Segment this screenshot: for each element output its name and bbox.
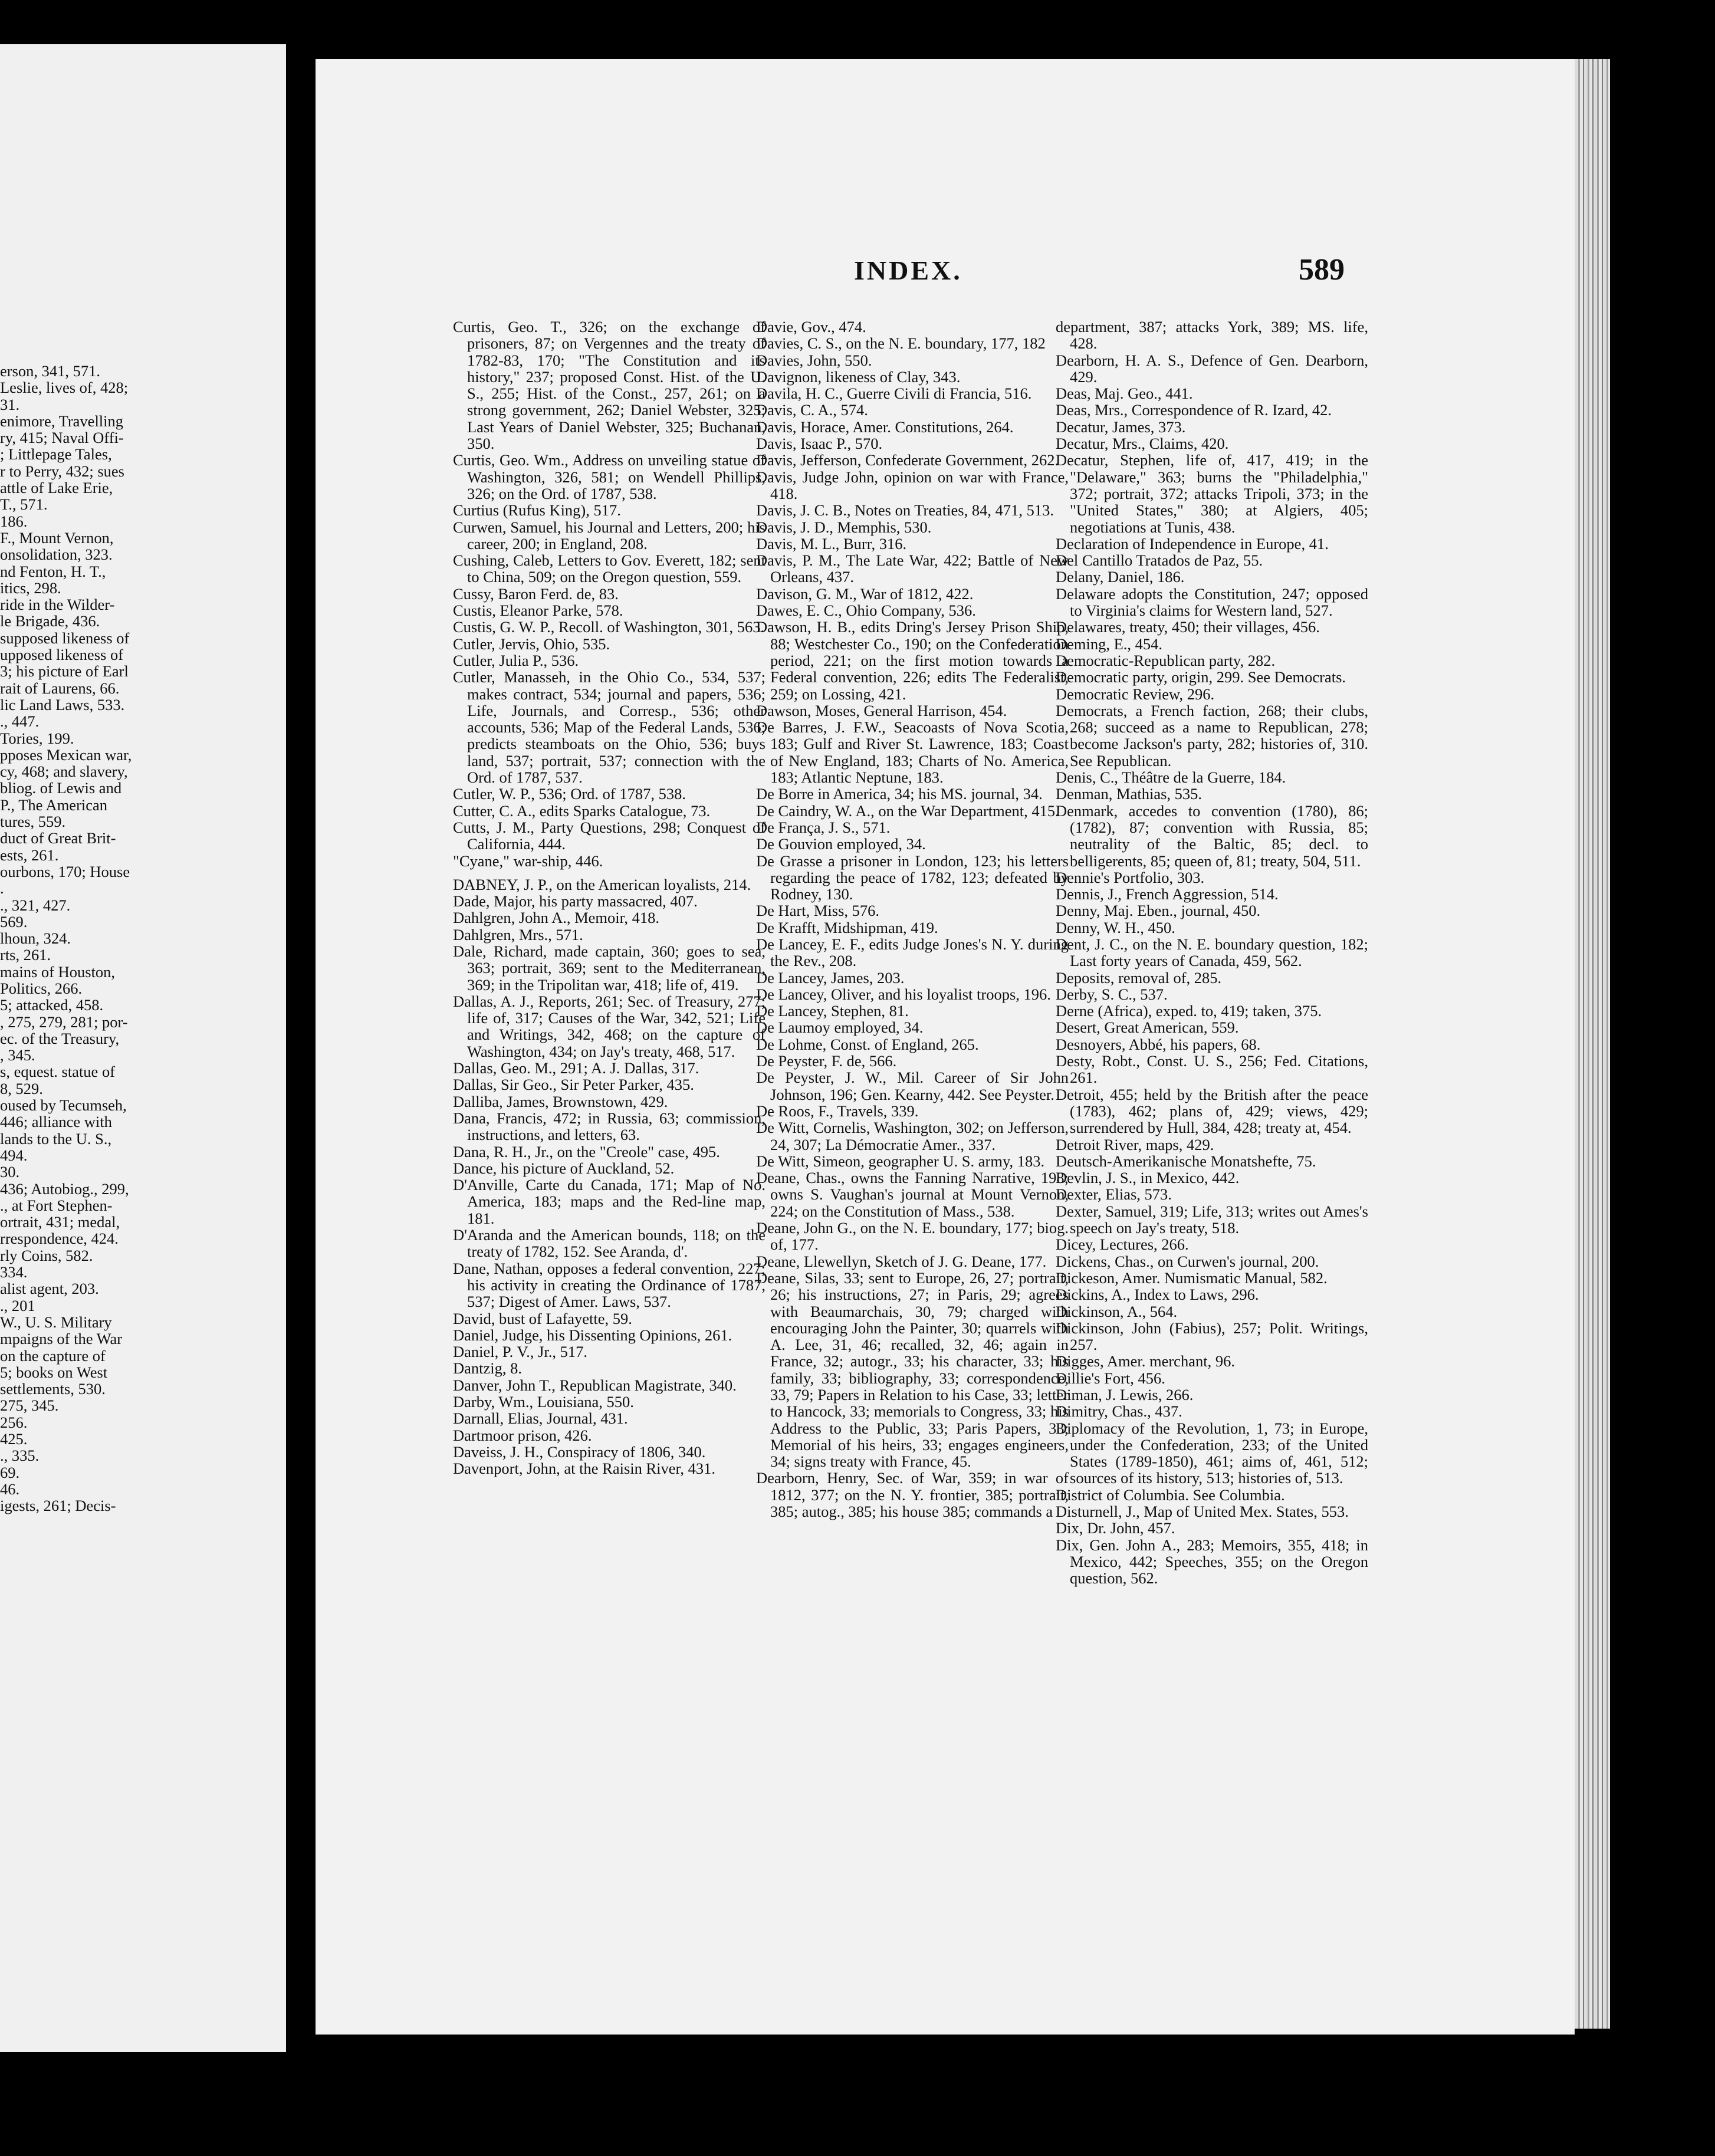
index-entry: Daniel, Judge, his Dissenting Opinions, 261. (453, 1326, 732, 1344)
facing-page-line: mpaigns of the War (0, 1330, 123, 1348)
index-entry: Dalliba, James, Brownstown, 429. (453, 1092, 668, 1110)
index-entry: Curtis, Geo. Wm., Address on unveiling statue of Washington, 326, 581; on Wendell Phillips, 326; on the Ord. of 1787, 538. (453, 451, 765, 502)
index-entry: Dickins, A., Index to Laws, 296. (1056, 1286, 1259, 1304)
facing-page-line: attle of Lake Erie, (0, 479, 113, 497)
facing-page-line: on the capture of (0, 1346, 106, 1365)
facing-page-line: nd Fenton, H. T., (0, 562, 106, 580)
index-entry: Danver, John T., Republican Magistrate, 340. (453, 1376, 737, 1394)
index-column-1 (453, 318, 765, 1477)
index-entry: De Lancey, E. F., edits Judge Jones's N. Y. during the Rev., 208. (756, 935, 1069, 970)
index-entry: De Caindry, W. A., on the War Department, 415. (756, 801, 1059, 820)
index-entry: Dillie's Fort, 456. (1056, 1369, 1165, 1387)
index-entry: Dallas, Sir Geo., Sir Peter Parker, 435. (453, 1076, 694, 1094)
index-column-2 (756, 318, 1069, 1520)
index-entry: Dallas, Geo. M., 291; A. J. Dallas, 317. (453, 1059, 699, 1077)
index-entry: Davies, C. S., on the N. E. boundary, 177, 182 (756, 334, 1046, 353)
index-entry: Cutler, Manasseh, in the Ohio Co., 534, 537; makes contract, 534; journal and papers, 536; Life, Journals, and Corresp., 536; other accounts, 536; Map of the Federal Lands, 536; predicts steamboats on the Ohio, 536; buys land, 537; portrait, 537; connection with the Ord. of 1787, 537. (453, 668, 765, 787)
index-entry: Davis, Horace, Amer. Constitutions, 264. (756, 418, 1014, 436)
index-entry: Cutler, W. P., 536; Ord. of 1787, 538. (453, 785, 686, 803)
facing-page-line: enimore, Travelling (0, 412, 124, 430)
index-entry: Dexter, Samuel, 319; Life, 313; writes out Ames's speech on Jay's treaty, 518. (1056, 1202, 1368, 1237)
index-entry: Dahlgren, Mrs., 571. (453, 925, 583, 944)
index-entry: Dana, Francis, 472; in Russia, 63; commission, instructions, and letters, 63. (453, 1109, 765, 1144)
index-entry: De Borre in America, 34; his MS. journal, 34. (756, 785, 1043, 803)
index-entry: Denny, Maj. Eben., journal, 450. (1056, 902, 1261, 920)
index-entry: DABNEY, J. P., on the American loyalists, 214. (453, 875, 751, 893)
index-entry: Deposits, removal of, 285. (1056, 968, 1222, 987)
facing-page-line: 5; attacked, 458. (0, 996, 104, 1014)
page-edges (1575, 59, 1610, 2029)
index-entry: De Peyster, F. de, 566. (756, 1052, 897, 1070)
index-entry: Derne (Africa), exped. to, 419; taken, 375. (1056, 1002, 1322, 1020)
facing-page-line: 186. (0, 512, 28, 530)
index-entry: Cushing, Caleb, Letters to Gov. Everett, 182; sent to China, 509; on the Oregon question, 559. (453, 551, 765, 586)
facing-page-line: cy, 468; and slavery, (0, 763, 128, 781)
facing-page-line: tures, 559. (0, 813, 66, 831)
index-entry: De Roos, F., Travels, 339. (756, 1102, 919, 1120)
index-entry: Dearborn, H. A. S., Defence of Gen. Dearborn, 429. (1056, 351, 1368, 386)
index-entry: Democratic Review, 296. (1056, 685, 1215, 703)
index-entry: Deas, Mrs., Correspondence of R. Izard, 42. (1056, 401, 1332, 419)
facing-page-line: ry, 415; Naval Offi- (0, 429, 124, 447)
facing-page-line: rts, 261. (0, 946, 51, 964)
index-entry: department, 387; attacks York, 389; MS. life, 428. (1056, 318, 1368, 353)
index-entry: Custis, G. W. P., Recoll. of Washington, 301, 563. (453, 618, 765, 636)
index-entry: Davies, John, 550. (756, 351, 872, 369)
index-entry: Davison, G. M., War of 1812, 422. (756, 584, 974, 603)
index-entry: Dawson, Moses, General Harrison, 454. (756, 701, 1007, 719)
facing-page-line: erson, 341, 571. (0, 362, 101, 380)
index-entry: Daveiss, J. H., Conspiracy of 1806, 340. (453, 1442, 706, 1461)
index-entry: Del Cantillo Tratados de Paz, 55. (1056, 551, 1263, 570)
facing-page-line: Leslie, lives of, 428; (0, 379, 129, 397)
facing-page-line: ests, 261. (0, 846, 59, 864)
index-entry: De Witt, Simeon, geographer U. S. army, 183. (756, 1152, 1045, 1170)
index-entry: Deane, Silas, 33; sent to Europe, 26, 27; portrait, 26; his instructions, 27; in Paris, 29; agrees with Beaumarchais, 30, 79; charged with encouraging John the Painter, 30; quarrels with A. Lee, 31, 46; recalled, 32, 46; again in France, 32; autogr., 33; his character, 33; his family, 33; bibliography, 33; correspondence, 33, 79; Papers in Relation to his Case, 33; letter to Hancock, 33; memorials to Congress, 33; his Address to the Public, 33; Paris Papers, 33; Memorial of his heirs, 33; engages engineers, 34; signs treaty with France, 45. (756, 1268, 1069, 1471)
facing-page-line: ., 335. (0, 1447, 40, 1465)
facing-page-line: ., 201 (0, 1296, 35, 1314)
index-entry: De Krafft, Midshipman, 419. (756, 918, 938, 936)
index-entry: Dickinson, John (Fabius), 257; Polit. Writings, 257. (1056, 1319, 1368, 1354)
facing-page-line: upposed likeness of (0, 646, 124, 664)
index-entry: De Laumoy employed, 34. (756, 1018, 924, 1037)
index-entry: Davignon, likeness of Clay, 343. (756, 367, 961, 386)
facing-page-line: ., at Fort Stephen- (0, 1196, 113, 1214)
index-entry: Devlin, J. S., in Mexico, 442. (1056, 1169, 1240, 1187)
facing-page-line: W., U. S. Military (0, 1313, 112, 1331)
facing-page-line: ., 321, 427. (0, 896, 71, 914)
index-entry: Dent, J. C., on the N. E. boundary question, 182; Last forty years of Canada, 459, 562. (1056, 935, 1368, 970)
facing-page-line: 334. (0, 1263, 28, 1281)
index-entry: Davis, Judge John, opinion on war with France, 418. (756, 468, 1069, 502)
index-entry: De Lancey, Stephen, 81. (756, 1002, 909, 1020)
index-entry: Daniel, P. V., Jr., 517. (453, 1343, 587, 1361)
index-entry: Denis, C., Théâtre de la Guerre, 184. (1056, 768, 1286, 787)
facing-page-line: duct of Great Brit- (0, 829, 116, 847)
index-entry: Denman, Mathias, 535. (1056, 785, 1203, 803)
index-entry: Decatur, James, 373. (1056, 418, 1186, 436)
facing-page-line: pposes Mexican war, (0, 745, 132, 764)
facing-page-line: 494. (0, 1146, 28, 1164)
index-entry: Deming, E., 454. (1056, 635, 1163, 653)
index-entry: Cutter, C. A., edits Sparks Catalogue, 73. (453, 801, 711, 820)
facing-page-line: mains of Houston, (0, 962, 116, 981)
index-entry: Darby, Wm., Louisiana, 550. (453, 1393, 634, 1411)
facing-page (0, 44, 286, 2052)
facing-page-line: , 275, 279, 281; por- (0, 1013, 128, 1031)
index-entry: Desert, Great American, 559. (1056, 1018, 1239, 1037)
index-entry: Dimitry, Chas., 437. (1056, 1402, 1182, 1421)
index-entry: Declaration of Independence in Europe, 41. (1056, 534, 1329, 553)
facing-page-line: settlements, 530. (0, 1380, 106, 1398)
facing-page-line: 30. (0, 1163, 20, 1181)
index-entry: Darnall, Elias, Journal, 431. (453, 1409, 628, 1428)
index-entry: Dartmoor prison, 426. (453, 1426, 592, 1444)
index-entry: Derby, S. C., 537. (1056, 985, 1168, 1003)
index-entry: De Lancey, James, 203. (756, 968, 905, 987)
index-entry: Democratic party, origin, 299. See Democrats. (1056, 668, 1346, 686)
index-entry: Dicey, Lectures, 266. (1056, 1235, 1189, 1254)
facing-page-line: 46. (0, 1480, 20, 1498)
index-entry: Dexter, Elias, 573. (1056, 1185, 1172, 1204)
facing-page-line: lhoun, 324. (0, 929, 71, 948)
facing-page-line: 69. (0, 1463, 20, 1481)
index-entry: Curtius (Rufus King), 517. (453, 501, 621, 520)
facing-page-line: 31. (0, 395, 20, 413)
index-entry: District of Columbia. See Columbia. (1056, 1485, 1285, 1504)
index-entry: Dix, Dr. John, 457. (1056, 1519, 1175, 1537)
facing-page-line: 8, 529. (0, 1079, 43, 1097)
index-entry: Delany, Daniel, 186. (1056, 568, 1185, 586)
index-entry: Democratic-Republican party, 282. (1056, 651, 1276, 669)
index-entry: Dade, Major, his party massacred, 407. (453, 892, 698, 911)
index-entry: Dallas, A. J., Reports, 261; Sec. of Treasury, 277; life of, 317; Causes of the War, 342, 521; Life and Writings, 342, 468; on the capture of Washington, 434; on Jay's treaty, 468, 517. (453, 992, 765, 1060)
index-entry: De Lancey, Oliver, and his loyalist troops, 196. (756, 985, 1051, 1003)
index-entry: Davis, C. A., 574. (756, 401, 868, 419)
index-entry: Delaware adopts the Constitution, 247; opposed to Virginia's claims for Western land, 527. (1056, 584, 1368, 620)
index-entry: Davis, M. L., Burr, 316. (756, 534, 907, 553)
facing-page-line: s, equest. statue of (0, 1063, 116, 1081)
index-entry: Dana, R. H., Jr., on the "Creole" case, 495. (453, 1142, 720, 1161)
index-entry: Dennie's Portfolio, 303. (1056, 868, 1205, 886)
index-entry: Deane, Chas., owns the Fanning Narrative, 198; owns S. Vaughan's journal at Mount Vernon, 224; on the Constitution of Mass., 538. (756, 1169, 1069, 1220)
index-entry: Custis, Eleanor Parke, 578. (453, 602, 623, 620)
index-entry: Curtis, Geo. T., 326; on the exchange of prisoners, 87; on Vergennes and the treaty of 1782-83, 170; "The Constitution and its history," 237; proposed Const. Hist. of the U. S., 255; Hist. of the Const., 257, 261; on a strong government, 262; Daniel Webster, 325; Last Years of Daniel Webster, 325; Buchanan, 350. (453, 318, 765, 453)
facing-page-line: r to Perry, 432; sues (0, 462, 124, 480)
index-entry: De França, J. S., 571. (756, 818, 891, 836)
facing-page-line: . (0, 879, 4, 898)
index-entry: Decatur, Mrs., Claims, 420. (1056, 435, 1229, 453)
index-entry: Detroit, 455; held by the British after the peace (1783), 462; plans of, 429; views, 429; surrendered by Hull, 384, 428; treaty at, 454. (1056, 1085, 1368, 1137)
index-entry: Democrats, a French faction, 268; their clubs, 268; succeed as a name to Republican, 278; become Jackson's party, 282; histories of, 310. See Republican. (1056, 701, 1368, 770)
index-entry: De Witt, Cornelis, Washington, 302; on Jefferson, 24, 307; La Démocratie Amer., 337. (756, 1119, 1069, 1153)
index-entry: Dickeson, Amer. Numismatic Manual, 582. (1056, 1268, 1328, 1287)
index-entry: Desty, Robt., Const. U. S., 256; Fed. Citations, 261. (1056, 1052, 1368, 1087)
index-entry: Deane, Llewellyn, Sketch of J. G. Deane, 177. (756, 1252, 1047, 1270)
index-entry: Dearborn, Henry, Sec. of War, 359; in war of 1812, 377; on the N. Y. frontier, 385; portrait, 385; autog., 385; his house 385; commands a (756, 1469, 1069, 1521)
index-entry: Decatur, Stephen, life of, 417, 419; in the "Delaware," 363; burns the "Philadelphia," 372; portrait, 372; attacks Tripoli, 373; in the "United States," 380; at Algiers, 405; negotiations at Tunis, 438. (1056, 451, 1368, 536)
index-entry: D'Aranda and the American bounds, 118; on the treaty of 1782, 152. See Aranda, d'. (453, 1226, 765, 1261)
facing-page-line: 425. (0, 1430, 28, 1448)
index-entry: Dane, Nathan, opposes a federal convention, 227; his activity in creating the Ordinance of 1787, 537; Digest of Amer. Laws, 537. (453, 1259, 765, 1311)
facing-page-line: 275, 345. (0, 1396, 59, 1415)
facing-page-line: ride in the Wilder- (0, 596, 115, 614)
facing-page-line: F., Mount Vernon, (0, 528, 114, 547)
index-entry: Davis, J. D., Memphis, 530. (756, 518, 932, 536)
index-entry: Davenport, John, at the Raisin River, 431. (453, 1460, 715, 1478)
facing-page-line: onsolidation, 323. (0, 545, 113, 564)
index-entry: Davis, J. C. B., Notes on Treaties, 84, 471, 513. (756, 501, 1054, 520)
index-entry: Deas, Maj. Geo., 441. (1056, 384, 1193, 403)
facing-page-line: ., 447. (0, 712, 40, 731)
facing-page-line: ortrait, 431; medal, (0, 1213, 120, 1231)
facing-page-line: lands to the U. S., (0, 1129, 112, 1148)
facing-page-line: 256. (0, 1413, 28, 1431)
facing-page-line: Politics, 266. (0, 979, 83, 997)
index-entry: De Gouvion employed, 34. (756, 835, 926, 853)
index-entry: De Lohme, Const. of England, 265. (756, 1035, 979, 1053)
index-entry: Cussy, Baron Ferd. de, 83. (453, 584, 619, 603)
index-entry: Disturnell, J., Map of United Mex. States, 553. (1056, 1503, 1349, 1521)
index-entry: Dawson, H. B., edits Dring's Jersey Prison Ship, 88; Westchester Co., 190; on the Confederation period, 221; on the first motion towards a Federal convention, 226; edits The Federalist, 259; on Lossing, 421. (756, 618, 1069, 703)
index-column-3 (1056, 318, 1368, 1587)
index-entry: Dance, his picture of Auckland, 52. (453, 1159, 675, 1177)
index-entry: Dawes, E. C., Ohio Company, 536. (756, 602, 976, 620)
facing-page-line: P., The American (0, 796, 108, 814)
facing-page-line: itics, 298. (0, 579, 61, 597)
facing-page-line: T., 571. (0, 495, 48, 514)
facing-page-line: rait of Laurens, 66. (0, 679, 120, 697)
index-entry: Davis, Jefferson, Confederate Government, 262. (756, 451, 1059, 469)
index-entry: Cutler, Jervis, Ohio, 535. (453, 635, 610, 653)
facing-page-line: ec. of the Treasury, (0, 1029, 120, 1047)
index-entry: Denmark, accedes to convention (1780), 86; (1782), 87; convention with Russia, 85; neutrality of the Baltic, 85; decl. to belligerents, 85; queen of, 81; treaty, 504, 511. (1056, 801, 1368, 870)
index-entry: Deutsch-Amerikanische Monatshefte, 75. (1056, 1152, 1316, 1170)
index-entry: D'Anville, Carte du Canada, 171; Map of No. America, 183; maps and the Red-line map, 181. (453, 1176, 765, 1227)
facing-page-line: alist agent, 203. (0, 1280, 99, 1298)
facing-page-line: Tories, 199. (0, 729, 74, 747)
index-entry: Detroit River, maps, 429. (1056, 1135, 1214, 1153)
index-entry: Dickinson, A., 564. (1056, 1302, 1178, 1320)
index-entry: Diman, J. Lewis, 266. (1056, 1386, 1194, 1404)
index-entry: Dennis, J., French Aggression, 514. (1056, 885, 1279, 903)
index-entry: Dahlgren, John A., Memoir, 418. (453, 909, 660, 927)
index-entry: Delawares, treaty, 450; their villages, 456. (1056, 618, 1320, 636)
facing-page-line: 569. (0, 912, 28, 931)
index-entry: Curwen, Samuel, his Journal and Letters, 200; his career, 200; in England, 208. (453, 518, 765, 553)
facing-page-line: oused by Tecumseh, (0, 1096, 127, 1115)
facing-page-line: supposed likeness of (0, 629, 130, 647)
index-entry: Digges, Amer. merchant, 96. (1056, 1352, 1235, 1370)
facing-page-line: , 345. (0, 1046, 35, 1064)
index-entry: Cutts, J. M., Party Questions, 298; Conquest of California, 444. (453, 818, 765, 853)
facing-page-line: igests, 261; Decis- (0, 1497, 116, 1515)
facing-page-line: rly Coins, 582. (0, 1246, 93, 1264)
index-entry: Deane, John G., on the N. E. boundary, 177; biog. of, 177. (756, 1219, 1069, 1254)
index-entry: Dale, Richard, made captain, 360; goes to sea, 363; portrait, 369; sent to the Mediterranean, 369; in the Tripolitan war, 418; life of, 419. (453, 942, 765, 994)
facing-page-line: bliog. of Lewis and (0, 779, 122, 797)
index-entry: Davie, Gov., 474. (756, 318, 866, 336)
facing-page-line: 446; alliance with (0, 1113, 112, 1131)
index-entry: Davis, Isaac P., 570. (756, 435, 883, 453)
facing-page-line: 5; books on West (0, 1363, 108, 1381)
index-entry: Diplomacy of the Revolution, 1, 73; in Europe, under the Confederation, 233; of the United States (1789-1850), 461; aims of, 461, 512; sources of its history, 513; histories of, 513. (1056, 1419, 1368, 1487)
index-entry: "Cyane," war-ship, 446. (453, 852, 603, 870)
facing-page-line: le Brigade, 436. (0, 612, 100, 630)
facing-page-line: lic Land Laws, 533. (0, 695, 125, 714)
index-entry: Desnoyers, Abbé, his papers, 68. (1056, 1035, 1261, 1053)
index-entry: De Barres, J. F.W., Seacoasts of Nova Scotia, 183; Gulf and River St. Lawrence, 183; Coast of New England, 183; Charts of No. America, 183; Atlantic Neptune, 183. (756, 718, 1069, 787)
index-entry: Davila, H. C., Guerre Civili di Francia, 516. (756, 384, 1032, 403)
facing-page-line: 3; his picture of Earl (0, 662, 129, 681)
facing-page-column (0, 363, 286, 1514)
page-number: 589 (1299, 253, 1345, 287)
facing-page-line: ourbons, 170; House (0, 862, 130, 880)
index-entry: De Peyster, J. W., Mil. Career of Sir John Johnson, 196; Gen. Kearny, 442. See Peyster. (756, 1069, 1069, 1103)
index-entry: Davis, P. M., The Late War, 422; Battle of New Orleans, 437. (756, 551, 1069, 586)
index-entry: David, bust of Lafayette, 59. (453, 1309, 632, 1327)
index-entry: Cutler, Julia P., 536. (453, 651, 579, 669)
index-entry: Dickens, Chas., on Curwen's journal, 200. (1056, 1252, 1319, 1270)
index-entry: De Hart, Miss, 576. (756, 902, 880, 920)
index-entry: Dix, Gen. John A., 283; Memoirs, 355, 418; in Mexico, 442; Speeches, 355; on the Oregon question, 562. (1056, 1536, 1368, 1588)
running-head: INDEX. (854, 255, 962, 285)
index-entry: Denny, W. H., 450. (1056, 918, 1175, 936)
facing-page-line: rrespondence, 424. (0, 1230, 119, 1248)
book-gutter (286, 47, 316, 2052)
index-entry: Dantzig, 8. (453, 1359, 523, 1378)
index-entry: De Grasse a prisoner in London, 123; his letters regarding the peace of 1782, 123; defeated by Rodney, 130. (756, 852, 1069, 903)
facing-page-line: ; Littlepage Tales, (0, 445, 112, 464)
facing-page-line: 436; Autobiog., 299, (0, 1179, 129, 1198)
